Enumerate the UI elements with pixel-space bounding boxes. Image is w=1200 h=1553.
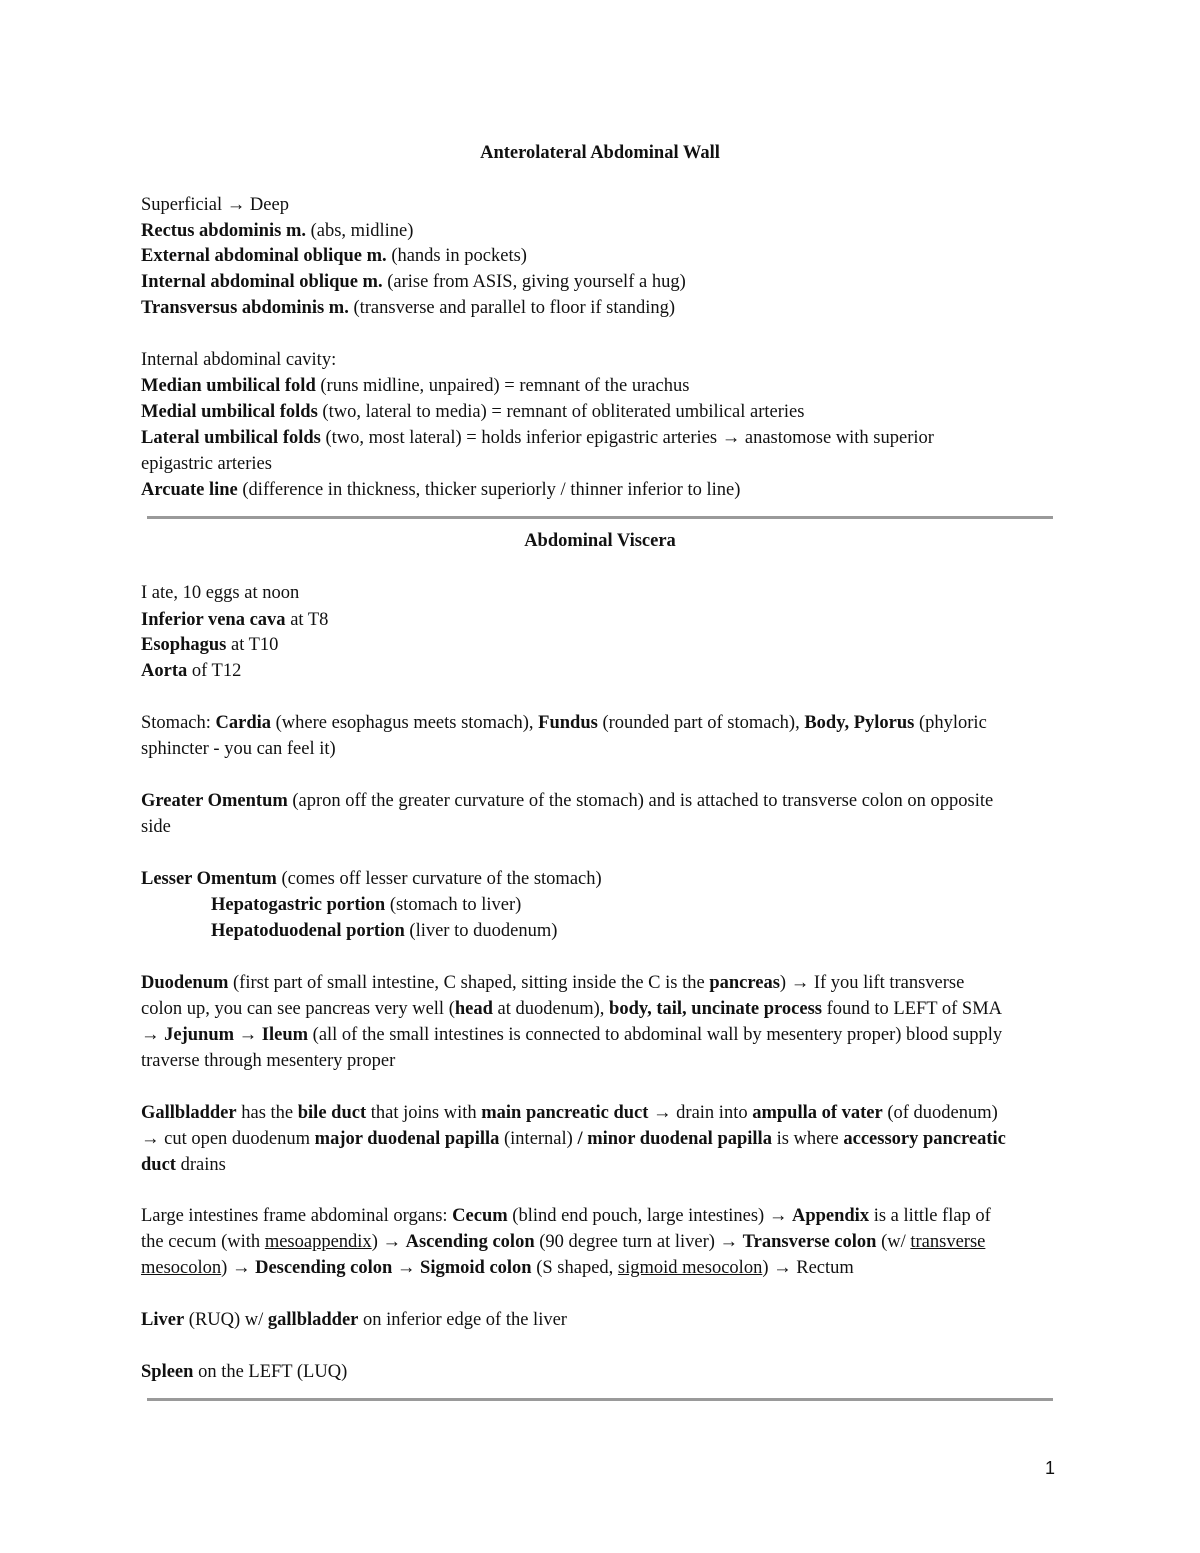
text-run: →: [392, 1258, 421, 1278]
cardia-term: Cardia: [215, 713, 272, 733]
text-run: (of duodenum): [882, 1103, 998, 1123]
text-run: ) →: [371, 1232, 406, 1252]
part-name: Hepatogastric portion: [211, 895, 386, 915]
ascending-colon-term: Ascending colon: [405, 1232, 535, 1252]
large-intestine-line-1: [141, 1203, 1071, 1229]
accessory-duct-term: accessory pancreatic: [843, 1129, 1006, 1149]
cardia-note: (where esophagus meets stomach),: [271, 713, 539, 733]
text-run: → cut open duodenum: [141, 1129, 315, 1149]
greater-omentum-line: [141, 788, 1071, 814]
minor-papilla-term: minor duodenal papilla: [587, 1129, 772, 1149]
part-note: (stomach to liver): [385, 895, 522, 915]
fold-item-continued: epigastric arteries: [141, 454, 272, 474]
fold-note: (runs midline, unpaired) = remnant of the urachus: [315, 376, 690, 396]
duodenum-line-3: [141, 1022, 1071, 1048]
fold-name: Medial umbilical folds: [141, 402, 318, 422]
muscle-item: [141, 269, 1071, 295]
ileum-term: Ileum: [261, 1025, 309, 1045]
spleen-line: [141, 1359, 1071, 1385]
bile-duct-term: bile duct: [297, 1103, 367, 1123]
structure-name: Aorta: [141, 661, 188, 681]
text-run: (internal): [499, 1129, 578, 1149]
arrow: →: [141, 1025, 165, 1045]
transverse-colon-term: Transverse colon: [742, 1232, 877, 1252]
layer-order-intro: Superficial → Deep: [141, 195, 289, 215]
pancreas-term: pancreas: [709, 973, 780, 993]
mesoappendix-term: mesoappendix: [264, 1232, 372, 1252]
liver-term: Liver: [141, 1310, 185, 1330]
separator: /: [577, 1129, 583, 1149]
stomach-line-continued: sphincter - you can feel it): [141, 739, 336, 759]
jejunum-term: Jejunum: [164, 1025, 235, 1045]
muscle-name: Rectus abdominis m.: [141, 221, 306, 241]
fold-item: [141, 399, 1071, 425]
text-run: is a little flap of: [869, 1206, 991, 1226]
body-term: Body: [804, 713, 845, 733]
muscle-item: [141, 295, 1071, 321]
muscle-note: (transverse and parallel to floor if standing): [348, 298, 676, 318]
text-run: (first part of small intestine, C shaped, sitting inside the C is the: [228, 973, 710, 993]
text-run: is where: [771, 1129, 844, 1149]
liver-line: [141, 1307, 1071, 1333]
muscle-name: Internal abdominal oblique m.: [141, 272, 383, 292]
level-item: [141, 632, 1071, 658]
arrow: →: [234, 1025, 262, 1045]
cecum-term: Cecum: [452, 1206, 508, 1226]
spleen-term: Spleen: [141, 1362, 194, 1382]
fold-name: Lateral umbilical folds: [141, 428, 321, 448]
appendix-term: Appendix: [791, 1206, 870, 1226]
text-run: found to LEFT of SMA: [821, 999, 1003, 1019]
text-run: at duodenum),: [492, 999, 610, 1019]
section-title-abdominal-viscera: Abdominal Viscera: [524, 531, 676, 551]
structure-name: Inferior vena cava: [141, 610, 286, 630]
main-pancreatic-duct-term: main pancreatic duct: [481, 1103, 649, 1123]
text-run: (w/: [876, 1232, 911, 1252]
large-intestine-line-3: [141, 1255, 1071, 1281]
text-run: → drain into: [648, 1103, 753, 1123]
muscle-item: [141, 243, 1071, 269]
gallbladder-line-2: [141, 1126, 1071, 1152]
text-run: colon up, you can see pancreas very well (: [141, 999, 455, 1019]
fold-item: [141, 477, 1071, 503]
greater-omentum-continued: side: [141, 817, 171, 837]
gallbladder-term: Gallbladder: [141, 1103, 237, 1123]
text-run: ) →: [221, 1258, 256, 1278]
text-run: (blind end pouch, large intestines) →: [507, 1206, 792, 1226]
fold-item: [141, 425, 1071, 451]
lesser-omentum-note: (comes off lesser curvature of the stomach): [276, 869, 602, 889]
fundus-term: Fundus: [538, 713, 598, 733]
text-run: (90 degree turn at liver) →: [534, 1232, 743, 1252]
gallbladder-line-3: [141, 1152, 1071, 1178]
part-name: Hepatoduodenal portion: [211, 921, 405, 941]
part-note: (liver to duodenum): [404, 921, 558, 941]
text-run: (RUQ) w/: [184, 1310, 268, 1330]
text-run: (S shaped,: [531, 1258, 618, 1278]
fold-name: Arcuate line: [141, 480, 238, 500]
lesser-omentum-line: [141, 866, 1071, 892]
muscle-item: [141, 218, 1071, 244]
muscle-note: (arise from ASIS, giving yourself a hug): [382, 272, 686, 292]
major-papilla-term: major duodenal papilla: [314, 1129, 500, 1149]
transverse-mesocolon-term: mesocolon: [141, 1258, 222, 1278]
mnemonic: I ate, 10 eggs at noon: [141, 583, 300, 603]
fold-name: Median umbilical fold: [141, 376, 316, 396]
duodenum-line-1: [141, 970, 1071, 996]
section-divider: [147, 1398, 1053, 1401]
text-run: has the: [236, 1103, 298, 1123]
text-run: that joins with: [366, 1103, 482, 1123]
descending-colon-term: Descending colon: [255, 1258, 393, 1278]
gallbladder-term: gallbladder: [267, 1310, 359, 1330]
section-divider: [147, 516, 1053, 519]
text-run: the cecum (with: [141, 1232, 265, 1252]
level-note: at T8: [285, 610, 329, 630]
muscle-name: External abdominal oblique m.: [141, 246, 387, 266]
text-run: on the LEFT (LUQ): [193, 1362, 348, 1382]
cavity-intro: Internal abdominal cavity:: [141, 350, 337, 370]
page-number: 1: [1045, 1458, 1056, 1478]
text-run: ) → If you lift transverse: [779, 973, 965, 993]
sigmoid-mesocolon-term: sigmoid mesocolon: [617, 1258, 763, 1278]
accessory-duct-term: duct: [141, 1155, 176, 1175]
fold-note: (two, lateral to media) = remnant of obliterated umbilical arteries: [317, 402, 805, 422]
muscle-name: Transversus abdominis m.: [141, 298, 349, 318]
text-run: on inferior edge of the liver: [358, 1310, 567, 1330]
level-item: [141, 607, 1071, 633]
text-run: drains: [175, 1155, 226, 1175]
level-note: at T10: [226, 635, 279, 655]
muscle-note: (hands in pockets): [386, 246, 527, 266]
transverse-mesocolon-term: transverse: [910, 1232, 986, 1252]
fold-item: [141, 373, 1071, 399]
lesser-omentum-part: [211, 918, 1141, 944]
level-note: of T12: [187, 661, 242, 681]
text-run: (all of the small intestines is connected to abdominal wall by mesentery proper) blood supply: [308, 1025, 1003, 1045]
sigmoid-colon-term: Sigmoid colon: [420, 1258, 532, 1278]
ampulla-term: ampulla of vater: [752, 1103, 883, 1123]
lesser-omentum-term: Lesser Omentum: [141, 869, 277, 889]
duodenum-term: Duodenum: [141, 973, 229, 993]
large-intestine-line-2: [141, 1229, 1071, 1255]
text-run: ) → Rectum: [762, 1258, 854, 1278]
duodenum-line-4: traverse through mesentery proper: [141, 1051, 396, 1071]
section-title-abdominal-wall: Anterolateral Abdominal Wall: [480, 143, 720, 163]
greater-omentum-note: (apron off the greater curvature of the stomach) and is attached to transverse colon on opposite: [287, 791, 994, 811]
pancreas-parts-term: body, tail, uncinate process: [609, 999, 822, 1019]
greater-omentum-term: Greater Omentum: [141, 791, 288, 811]
head-term: head: [454, 999, 493, 1019]
stomach-line: [141, 710, 1071, 736]
structure-name: Esophagus: [141, 635, 227, 655]
fold-note: (difference in thickness, thicker superiorly / thinner inferior to line): [237, 480, 741, 500]
lesser-omentum-part: [211, 892, 1141, 918]
pylorus-note: (phyloric: [914, 713, 987, 733]
duodenum-line-2: [141, 996, 1071, 1022]
muscle-note: (abs, midline): [305, 221, 414, 241]
fold-note: (two, most lateral) = holds inferior epigastric arteries → anastomose with superior: [320, 428, 934, 448]
separator: ,: [844, 713, 854, 733]
level-item: [141, 658, 1071, 684]
fundus-note: (rounded part of stomach),: [597, 713, 805, 733]
pylorus-term: Pylorus: [853, 713, 915, 733]
stomach-prefix: Stomach:: [141, 713, 216, 733]
text-run: Large intestines frame abdominal organs:: [141, 1206, 453, 1226]
gallbladder-line-1: [141, 1100, 1071, 1126]
